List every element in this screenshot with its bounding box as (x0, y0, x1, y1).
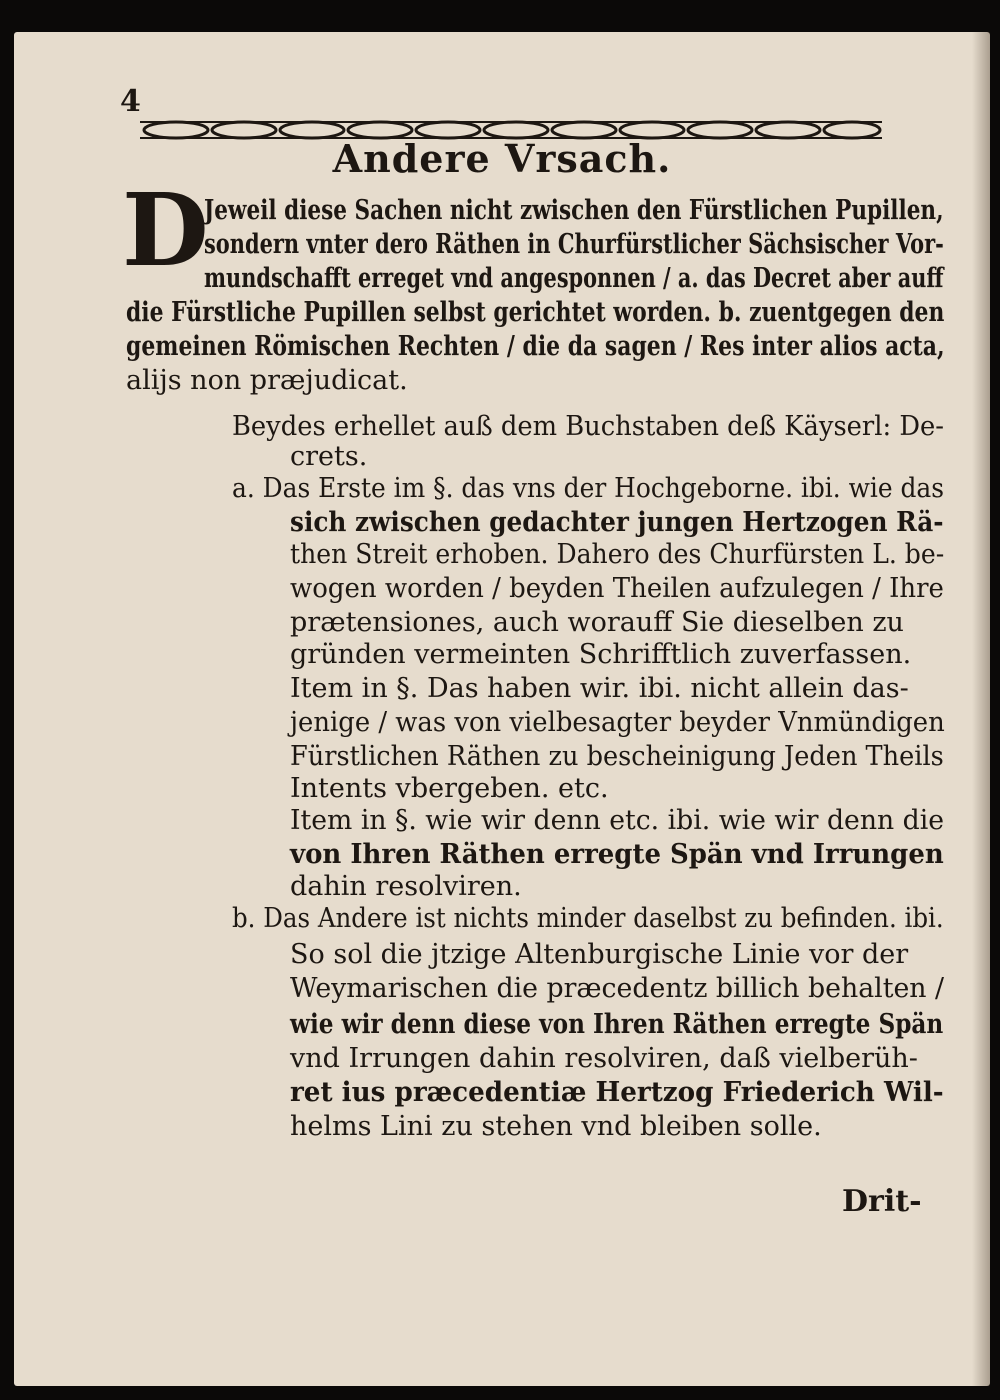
text-line: Intents vbergeben. etc. (290, 773, 609, 804)
text-line: wogen worden / beyden Theilen aufzulegen / Ihre (290, 573, 944, 604)
text-line: Weymarischen die præcedentz billich behalten / (290, 973, 945, 1004)
text-line: sich zwischen gedachter jungen Hertzogen Rä- (290, 507, 944, 538)
text-line: So sol die jtzige Altenburgische Linie vor der (290, 939, 909, 970)
book-page (14, 32, 990, 1386)
text-line: alijs non præjudicat. (126, 365, 408, 396)
text-line: Fürstlichen Räthen zu bescheinigung Jeden Theils (290, 741, 944, 772)
section-heading: Andere Vrsach. (332, 136, 672, 181)
catchword: Drit- (842, 1184, 922, 1219)
text-line: mundschafft erreget vnd angesponnen / a. das Decret aber auff (204, 263, 944, 294)
text-line: jenige / was von vielbesagter beyder Vnmündigen (290, 707, 945, 738)
text-line: Jeweil diese Sachen nicht zwischen den Fürstlichen Pupillen, (204, 195, 944, 226)
drop-cap: D (122, 171, 209, 289)
text-line: crets. (290, 441, 368, 472)
page-number: 4 (120, 84, 141, 119)
text-line: vnd Irrungen dahin resolviren, daß vielberüh- (290, 1043, 918, 1074)
text-line: Item in §. Das haben wir. ibi. nicht allein das- (290, 673, 909, 704)
text-line: ret ius præcedentiæ Hertzog Friederich Wil- (290, 1077, 944, 1108)
text-line: sondern vnter dero Räthen in Churfürstlicher Sächsischer Vor- (204, 229, 944, 260)
text-line: prætensiones, auch worauff Sie dieselben zu (290, 607, 904, 638)
text-line: gründen vermeinten Schrifftlich zuverfassen. (290, 639, 912, 670)
text-line: die Fürstliche Pupillen selbst gerichtet worden. b. zuentgegen den (126, 297, 945, 328)
text-line: dahin resolviren. (290, 871, 522, 902)
text-line: wie wir denn diese von Ihren Räthen erregte Spän (290, 1009, 944, 1040)
text-line: von Ihren Räthen erregte Spän vnd Irrungen (290, 839, 944, 870)
text-line: helms Lini zu stehen vnd bleiben solle. (290, 1111, 822, 1142)
text-line: then Streit erhoben. Dahero des Churfürsten L. be- (290, 539, 945, 570)
text-line: Beydes erhellet auß dem Buchstaben deß Käyserl: De- (232, 411, 944, 442)
text-line: b. Das Andere ist nichts minder daselbst zu befinden. ibi. (232, 903, 944, 934)
text-line: a. Das Erste im §. das vns der Hochgeborne. ibi. wie das (232, 473, 945, 504)
text-line: Item in §. wie wir denn etc. ibi. wie wir denn die (290, 805, 945, 836)
text-line: gemeinen Römischen Rechten / die da sagen / Res inter alios acta, (126, 331, 945, 362)
